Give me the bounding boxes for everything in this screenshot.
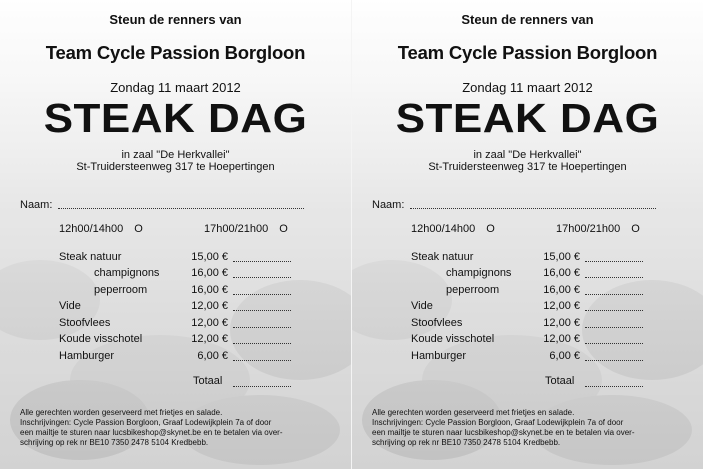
menu-item-label: Stoofvlees xyxy=(59,317,111,329)
name-field[interactable] xyxy=(58,208,304,209)
time-slot-label: 17h00/21h00 xyxy=(204,223,269,235)
quantity-field[interactable] xyxy=(585,294,643,295)
menu-item-price: 15,00 € xyxy=(191,251,228,263)
time-slot-label: 17h00/21h00 xyxy=(556,223,621,235)
circle-checkbox-icon[interactable]: O xyxy=(279,223,288,235)
menu-item-label: Koude visschotel xyxy=(59,333,143,345)
supporter-line: Steun de renners van xyxy=(461,12,594,27)
menu-item-price: 16,00 € xyxy=(191,267,228,279)
footer-line: Alle gerechten worden geserveerd met frietjes en salade. xyxy=(372,408,575,417)
quantity-field[interactable] xyxy=(233,310,291,311)
time-slot-label: 12h00/14h00 xyxy=(411,223,476,235)
menu-item-price: 12,00 € xyxy=(191,333,228,345)
name-label: Naam: xyxy=(20,199,53,211)
supporter-line: Steun de renners van xyxy=(109,12,242,27)
background-photo xyxy=(352,0,703,469)
menu-item-label: peperroom xyxy=(446,284,500,296)
name-label: Naam: xyxy=(372,199,405,211)
event-date: Zondag 11 maart 2012 xyxy=(110,80,241,95)
total-label: Totaal xyxy=(193,375,223,387)
venue: in zaal "De Herkvallei" xyxy=(121,149,230,161)
quantity-field[interactable] xyxy=(585,277,643,278)
menu-item-label: Steak natuur xyxy=(411,251,474,263)
menu-item-price: 6,00 € xyxy=(549,350,580,362)
event-title: STEAK DAG xyxy=(395,96,660,142)
team-name: Team Cycle Passion Borgloon xyxy=(45,42,306,63)
menu-item-label: peperroom xyxy=(94,284,148,296)
footer-line: schrijving op rek nr BE10 7350 2478 5104 Kredbebb. xyxy=(372,438,561,447)
time-slot-1[interactable] xyxy=(59,223,143,235)
footer-line: schrijving op rek nr BE10 7350 2478 5104 Kredbebb. xyxy=(20,438,209,447)
venue: in zaal "De Herkvallei" xyxy=(473,149,582,161)
menu-item-price: 12,00 € xyxy=(543,317,580,329)
quantity-field[interactable] xyxy=(585,360,643,361)
footer-line: een mailtje te sturen naar lucsbikeshop@skynet.be en te betalen via over- xyxy=(372,428,635,437)
total-label: Totaal xyxy=(545,375,575,387)
menu-item-label: Hamburger xyxy=(59,350,115,362)
time-slot-1[interactable] xyxy=(411,223,495,235)
menu-item-label: Vide xyxy=(411,300,433,312)
menu-item-label: champignons xyxy=(446,267,512,279)
quantity-field[interactable] xyxy=(585,261,643,262)
circle-checkbox-icon[interactable]: O xyxy=(134,223,143,235)
menu-item-price: 12,00 € xyxy=(191,317,228,329)
menu-item-price: 15,00 € xyxy=(543,251,580,263)
address: St-Truidersteenweg 317 te Hoepertingen xyxy=(76,161,275,173)
quantity-field[interactable] xyxy=(233,294,291,295)
menu-item-label: Vide xyxy=(59,300,81,312)
event-date: Zondag 11 maart 2012 xyxy=(462,80,593,95)
footer-line: Inschrijvingen: Cycle Passion Borgloon, Graaf Lodewijkplein 7a of door xyxy=(20,418,272,427)
quantity-field[interactable] xyxy=(233,277,291,278)
flyer-right xyxy=(352,0,703,469)
menu-item-label: Hamburger xyxy=(411,350,467,362)
total-field[interactable] xyxy=(585,386,643,387)
menu-item-price: 16,00 € xyxy=(543,284,580,296)
footer-note xyxy=(20,408,340,448)
address: St-Truidersteenweg 317 te Hoepertingen xyxy=(428,161,627,173)
circle-checkbox-icon[interactable]: O xyxy=(631,223,640,235)
quantity-field[interactable] xyxy=(233,327,291,328)
time-slot-2[interactable] xyxy=(204,223,288,235)
flyer-left xyxy=(0,0,351,469)
team-name: Team Cycle Passion Borgloon xyxy=(397,42,658,63)
menu-item-price: 16,00 € xyxy=(191,284,228,296)
quantity-field[interactable] xyxy=(233,360,291,361)
quantity-field[interactable] xyxy=(233,343,291,344)
time-slot-2[interactable] xyxy=(556,223,640,235)
menu-item-label: Koude visschotel xyxy=(411,333,495,345)
menu-item-price: 12,00 € xyxy=(543,300,580,312)
total-field[interactable] xyxy=(233,386,291,387)
quantity-field[interactable] xyxy=(585,343,643,344)
circle-checkbox-icon[interactable]: O xyxy=(486,223,495,235)
menu-item-label: champignons xyxy=(94,267,160,279)
footer-line: een mailtje te sturen naar lucsbikeshop@skynet.be en te betalen via over- xyxy=(20,428,283,437)
menu-item-price: 16,00 € xyxy=(543,267,580,279)
time-slot-label: 12h00/14h00 xyxy=(59,223,124,235)
menu-item-label: Stoofvlees xyxy=(411,317,463,329)
quantity-field[interactable] xyxy=(233,261,291,262)
quantity-field[interactable] xyxy=(585,327,643,328)
name-field[interactable] xyxy=(410,208,656,209)
quantity-field[interactable] xyxy=(585,310,643,311)
footer-line: Inschrijvingen: Cycle Passion Borgloon, Graaf Lodewijkplein 7a of door xyxy=(372,418,624,427)
footer-line: Alle gerechten worden geserveerd met frietjes en salade. xyxy=(20,408,223,417)
menu-item-price: 6,00 € xyxy=(197,350,228,362)
event-title: STEAK DAG xyxy=(43,96,308,142)
menu-item-price: 12,00 € xyxy=(191,300,228,312)
menu-item-price: 12,00 € xyxy=(543,333,580,345)
menu-item-label: Steak natuur xyxy=(59,251,122,263)
background-photo xyxy=(0,0,351,469)
footer-note xyxy=(372,408,692,448)
